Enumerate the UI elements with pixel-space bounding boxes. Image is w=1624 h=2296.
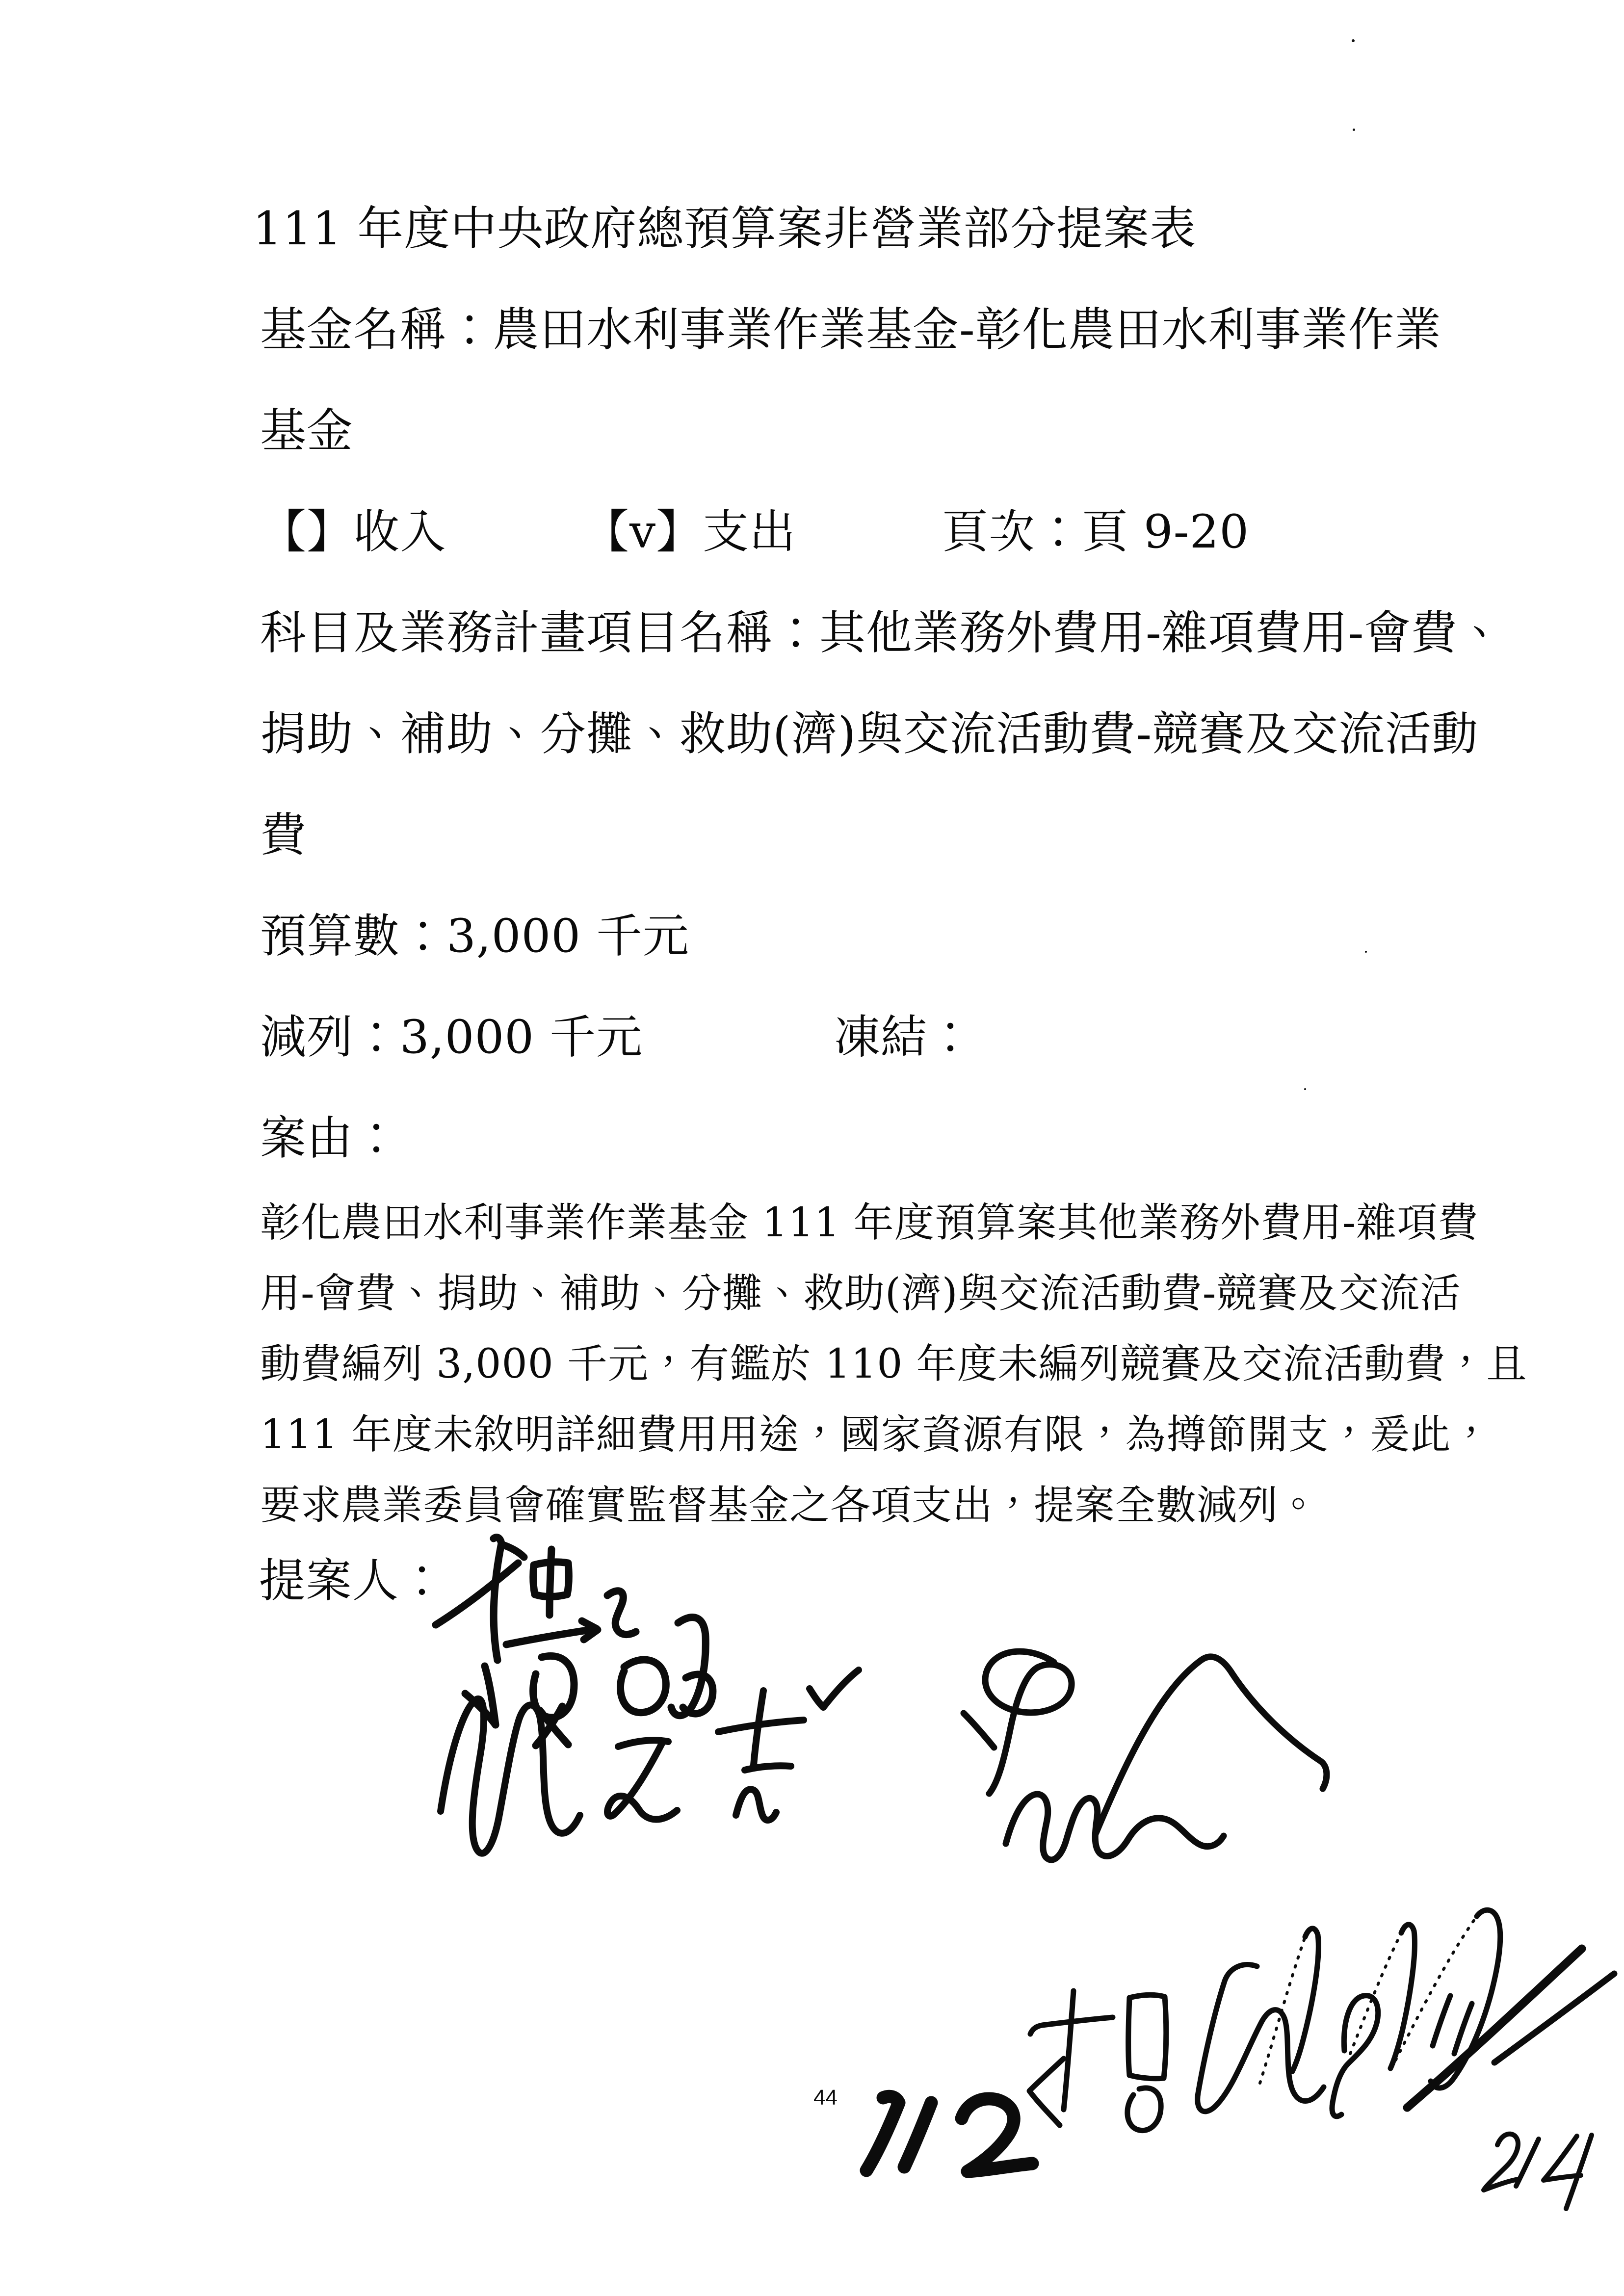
page-ref: 頁次：頁 9-20: [942, 505, 1250, 559]
subject-line-1: 科目及業務計畫項目名稱：其他業務外費用-雜項費用-會費、: [260, 606, 1504, 660]
freeze-amount: 凍結：: [834, 1011, 974, 1064]
proposer-signature-2: [441, 1670, 859, 1853]
proposer-label: 提案人：: [259, 1554, 446, 1608]
printed-page-number: 44: [813, 2086, 838, 2110]
handwritten-number-112: [866, 2096, 1032, 2171]
case-body-line: 要求農業委員會確實監督基金之各項支出，提案全數減列。: [260, 1482, 1319, 1529]
subject-line-3: 費: [260, 809, 307, 862]
budget-amount: 預算數：3,000 千元: [260, 910, 689, 963]
proposer-signature-3: [964, 1651, 1327, 1860]
fund-name-line-2: 基金: [260, 404, 354, 458]
proposer-signature-1: [436, 1538, 713, 1746]
income-checkbox: 【】收入: [260, 505, 447, 559]
case-body-line: 用-會費、捐助、補助、分攤、救助(濟)與交流活動費-競賽及交流活: [260, 1270, 1461, 1317]
case-body-line: 彰化農田水利事業作業基金 111 年度預算案其他業務外費用-雜項費: [260, 1200, 1479, 1246]
handwritten-number-214: [1484, 2134, 1592, 2209]
checkmark: [810, 1670, 859, 1707]
fund-name-line-1: 基金名稱：農田水利事業作業基金-彰化農田水利事業作業: [260, 303, 1441, 357]
reduction-amount: 減列：3,000 千元: [260, 1011, 643, 1064]
subject-line-2: 捐助、補助、分攤、救助(濟)與交流活動費-競賽及交流活動: [260, 707, 1479, 761]
case-body-line: 111 年度未敘明詳細費用用途，國家資源有限，為撙節開支，爰此，: [260, 1411, 1492, 1458]
case-body-line: 動費編列 3,000 千元，有鑑於 110 年度未編列競賽及交流活動費，且: [260, 1341, 1527, 1387]
handwritten-annotation-scribble: [1029, 1910, 1614, 2130]
case-label: 案由：: [260, 1112, 400, 1165]
expense-checkbox: 【v】支出: [583, 505, 796, 559]
page-title: 111 年度中央政府總預算案非營業部分提案表: [253, 202, 1197, 256]
